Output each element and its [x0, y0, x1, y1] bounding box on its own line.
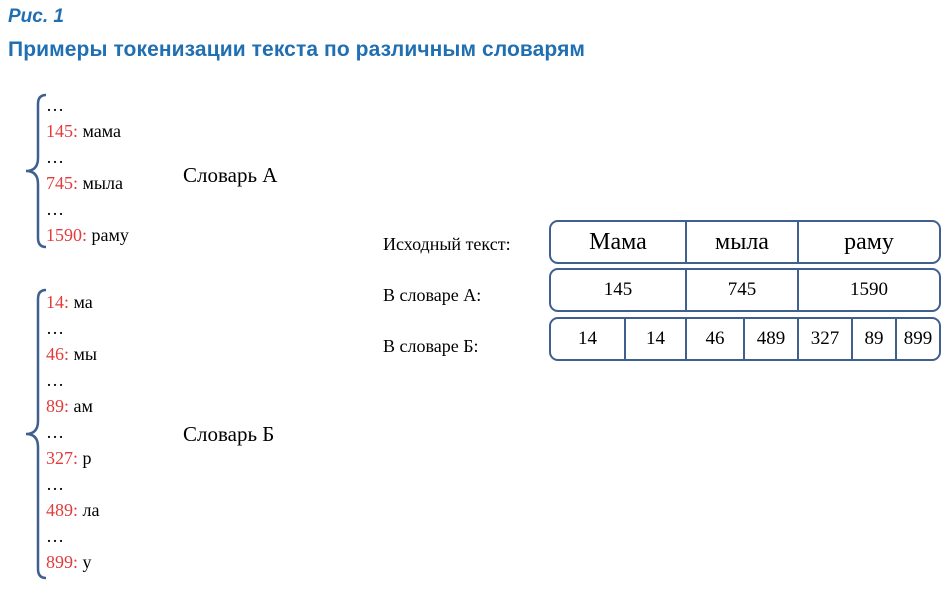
token-text: …	[46, 318, 64, 338]
source-token: раму	[844, 228, 894, 255]
vocab-entry	[46, 523, 64, 549]
token-id: 1590:	[46, 225, 88, 245]
vocab-entry	[46, 445, 92, 471]
vocab-entry	[46, 170, 123, 196]
token-text: …	[46, 147, 64, 167]
dict-b-token-id: 489	[745, 319, 799, 359]
source-text-box	[549, 220, 941, 264]
vocab-entry	[46, 419, 64, 445]
vocab-entry	[46, 393, 93, 419]
token-text: ла	[78, 500, 100, 520]
token-id: 745:	[46, 173, 79, 193]
token-text: мама	[78, 121, 122, 141]
token-id: 89:	[46, 396, 70, 416]
vocab-entry	[46, 549, 92, 575]
vocab-entry	[46, 92, 64, 118]
token-id: 14:	[46, 292, 70, 312]
dict-b-token-id: 89	[853, 319, 897, 359]
token-text: …	[46, 199, 64, 219]
dict-a-box	[549, 268, 941, 312]
vocab-entry	[46, 222, 129, 248]
vocab-entry	[46, 367, 64, 393]
token-text: …	[46, 474, 64, 494]
source-token: Мама	[551, 222, 687, 262]
dict-a-token-id: 745	[687, 270, 799, 310]
figure-title: Примеры токенизации текста по различным словарям	[8, 38, 586, 61]
vocab-entry	[46, 196, 64, 222]
vocab-a-brace	[16, 92, 50, 250]
vocab-entry	[46, 118, 121, 144]
dict-a-token-id: 145	[551, 270, 687, 310]
dict-a-token-id: 1590	[850, 279, 888, 300]
token-text: мыла	[78, 173, 123, 193]
vocab-entry	[46, 471, 64, 497]
token-text: мы	[69, 344, 97, 364]
token-id: 46:	[46, 344, 70, 364]
vocab-entry	[46, 144, 64, 170]
token-text: …	[46, 422, 64, 442]
vocab-b-name: Словарь Б	[183, 422, 275, 446]
token-id: 327:	[46, 448, 79, 468]
token-id: 489:	[46, 500, 79, 520]
vocab-entry	[46, 341, 97, 367]
dict-a-label: В словаре А:	[383, 285, 482, 305]
figure-label: Рис. 1	[8, 6, 64, 27]
token-text: раму	[87, 225, 129, 245]
vocab-a-name: Словарь А	[183, 163, 278, 187]
token-id: 899:	[46, 552, 79, 572]
source-text-label: Исходный текст:	[383, 234, 511, 254]
token-text: у	[78, 552, 92, 572]
vocab-entry	[46, 289, 93, 315]
dict-b-token-id: 46	[687, 319, 745, 359]
token-text: ма	[69, 292, 93, 312]
dict-b-token-id: 14	[626, 319, 687, 359]
dict-b-token-id: 14	[551, 319, 626, 359]
source-token: мыла	[687, 222, 799, 262]
dict-b-box	[549, 317, 941, 361]
dict-b-token-id: 899	[903, 328, 933, 349]
token-text: …	[46, 526, 64, 546]
dict-b-token-id: 327	[799, 319, 853, 359]
token-text: ам	[69, 396, 93, 416]
token-text: …	[46, 370, 64, 390]
dict-b-label: В словаре Б:	[383, 336, 479, 356]
token-text: …	[46, 95, 64, 115]
token-text: р	[78, 448, 92, 468]
vocab-entry	[46, 497, 100, 523]
vocab-entry	[46, 315, 64, 341]
vocab-b-brace	[16, 287, 50, 581]
token-id: 145:	[46, 121, 79, 141]
